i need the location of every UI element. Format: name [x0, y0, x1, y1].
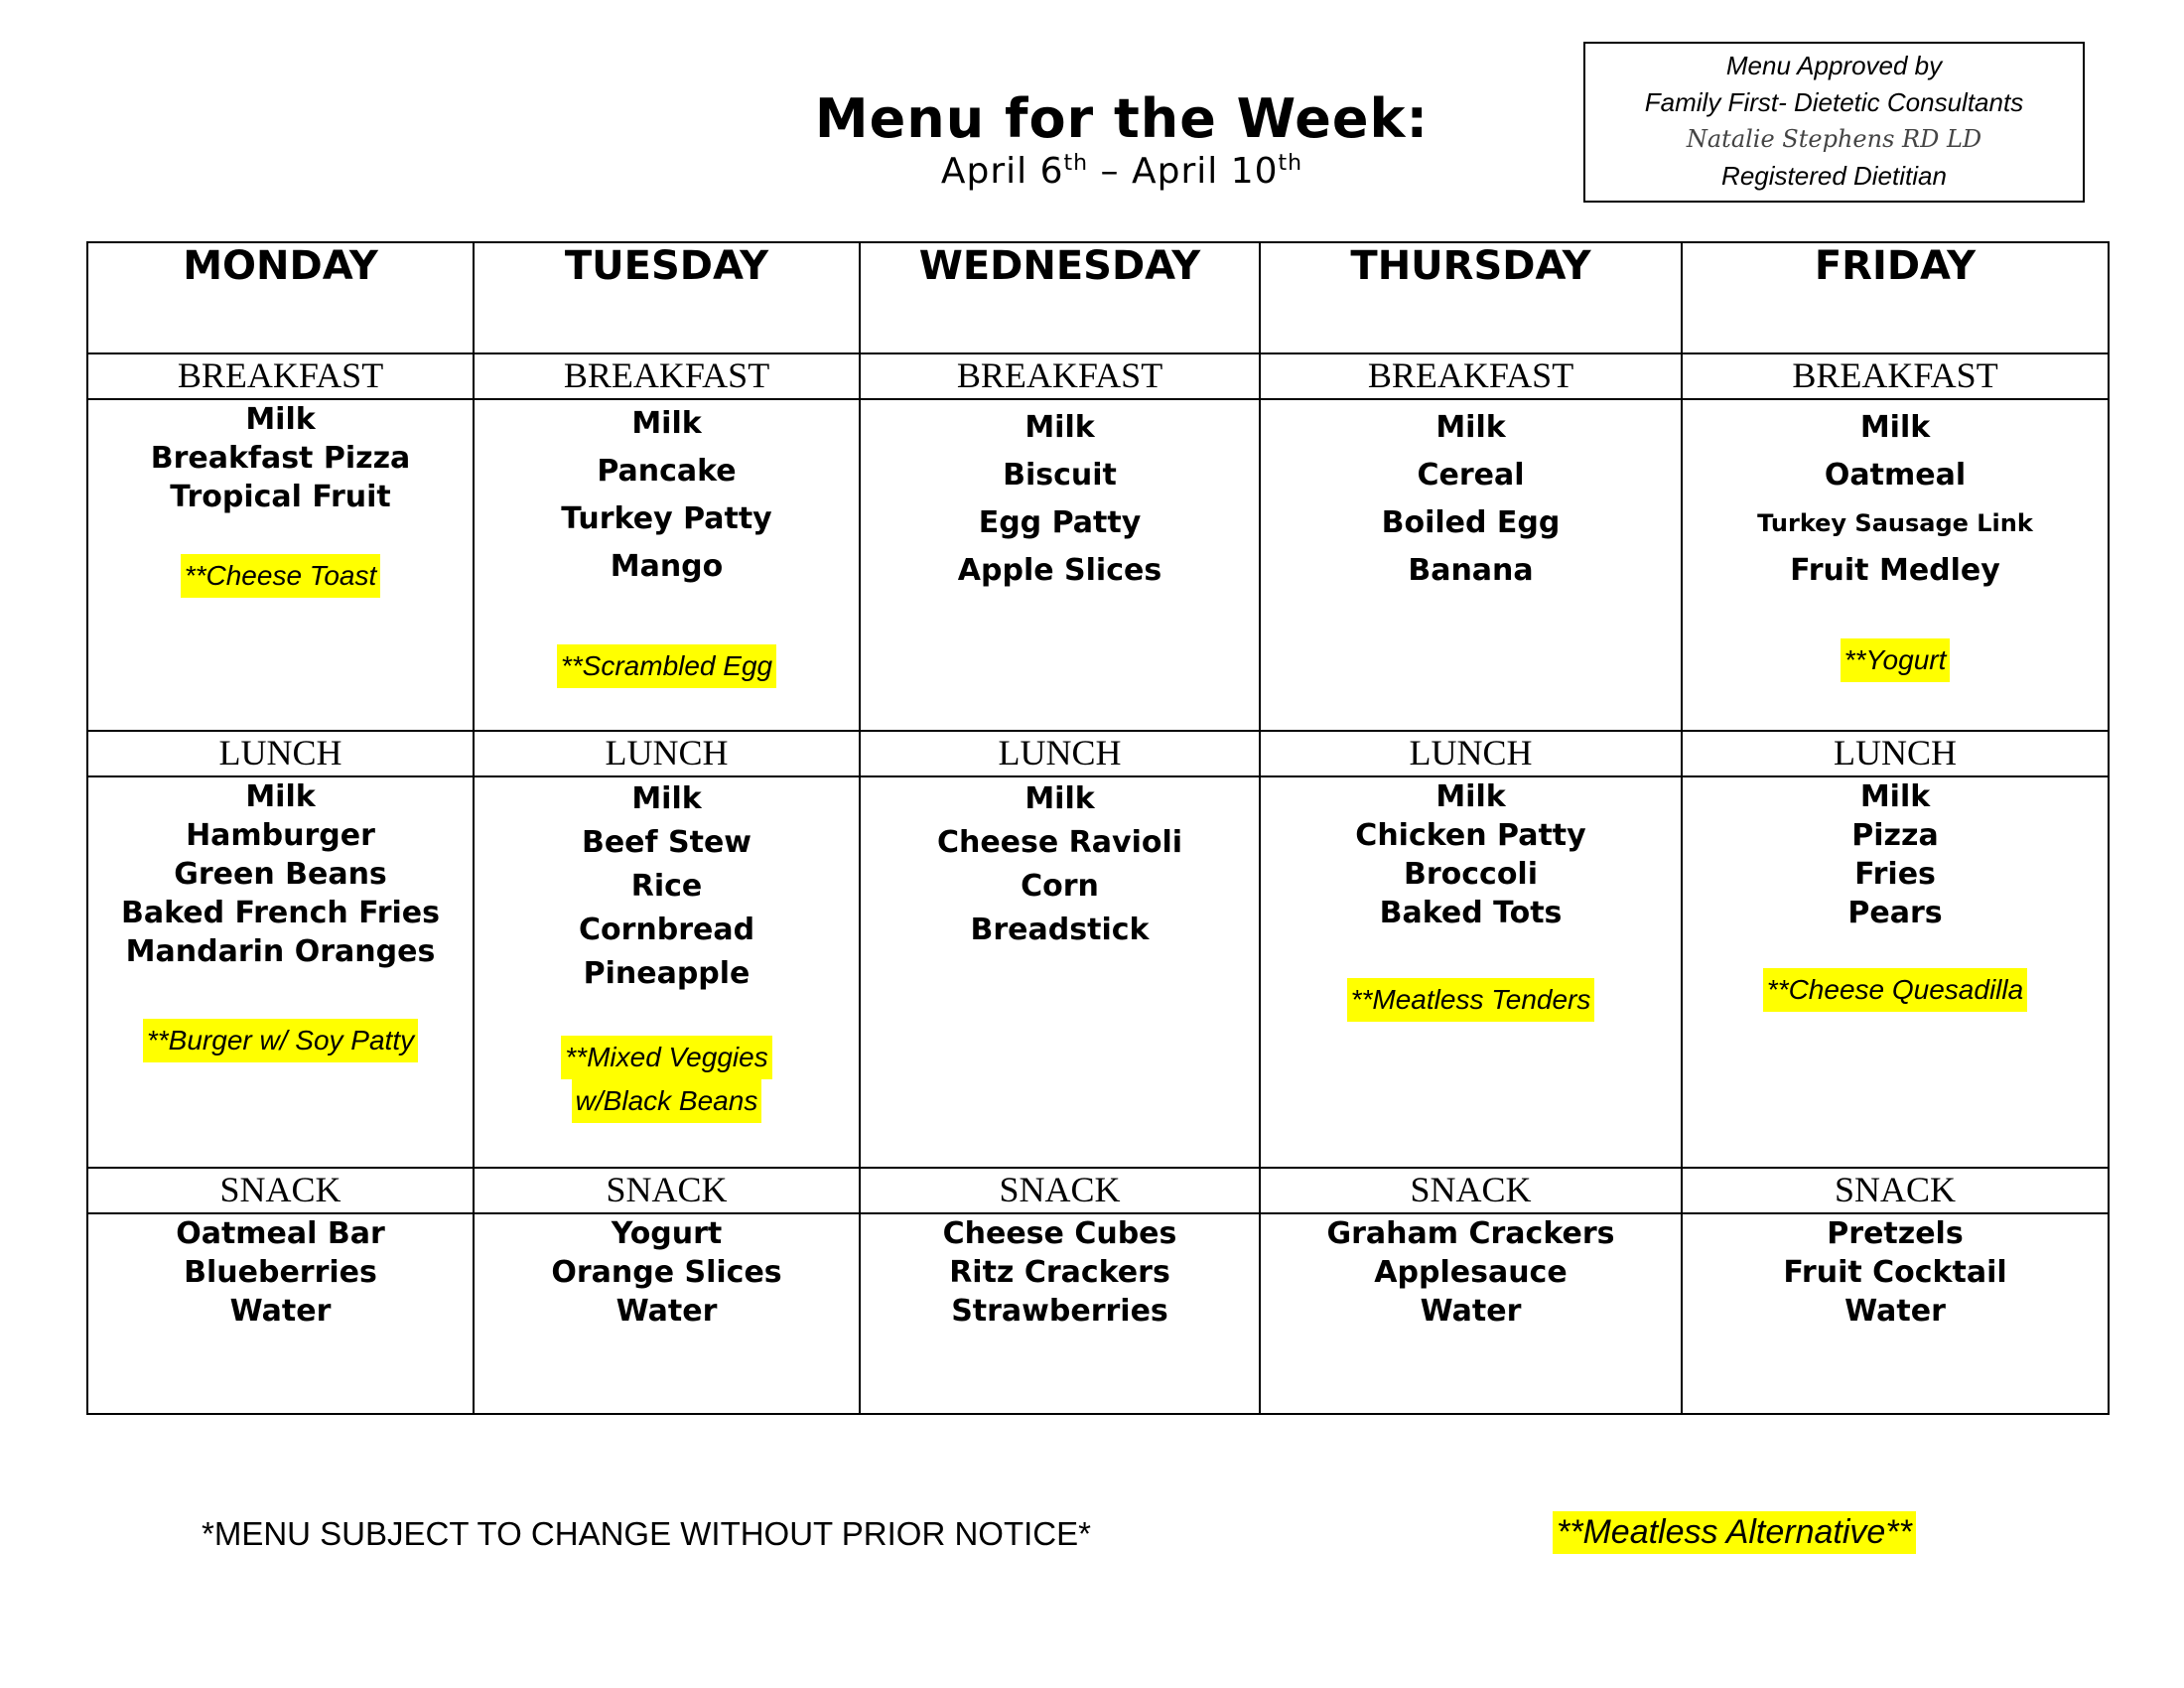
menu-item: Biscuit [1003, 458, 1117, 492]
meal-label: SNACK [860, 1168, 1260, 1213]
signature: Natalie Stephens RD LD [1686, 125, 1982, 153]
menu-item: Beef Stew [581, 825, 752, 860]
snack-cell [860, 1213, 1260, 1414]
meatless-alternative: **Cheese Toast [181, 554, 381, 598]
menu-item: Fries [1854, 857, 1936, 892]
end-date: April 10 [1131, 151, 1279, 192]
approval-title: Registered Dietitian [1721, 161, 1947, 191]
end-date-suffix: th [1278, 151, 1303, 176]
meatless-alternative-cont: w/Black Beans [572, 1079, 762, 1123]
menu-item: Tropical Fruit [170, 480, 391, 514]
weekly-menu-table [86, 241, 2110, 1415]
menu-item: Milk [1859, 410, 1931, 445]
breakfast-cell [1682, 399, 2109, 731]
menu-item: Turkey Patty [561, 501, 772, 536]
menu-item: Pineapple [583, 956, 751, 991]
snack-cell [1682, 1213, 2109, 1414]
menu-item: Milk [1024, 410, 1095, 445]
menu-item: Baked Tots [1379, 896, 1563, 930]
menu-item: Water [615, 1294, 718, 1329]
menu-item: Water [1420, 1294, 1522, 1329]
page-title: Menu for the Week: [814, 87, 1430, 150]
menu-item: Baked French Fries [120, 896, 441, 930]
meatless-alternative: **Cheese Quesadilla [1763, 968, 2027, 1012]
meal-label: LUNCH [87, 731, 474, 776]
menu-item: Broccoli [1403, 857, 1538, 892]
menu-item: Turkey Sausage Link [1757, 509, 2033, 537]
approval-org: Family First- Dietetic Consultants [1644, 87, 2024, 117]
meal-label: BREAKFAST [1682, 353, 2109, 399]
menu-item: Milk [1024, 781, 1095, 816]
menu-item: Mandarin Oranges [125, 934, 436, 969]
lunch-cell [474, 776, 860, 1168]
menu-item: Water [1844, 1294, 1946, 1329]
lunch-cell [87, 776, 474, 1168]
meatless-alternative: **Scrambled Egg [557, 644, 776, 688]
menu-item: Water [229, 1294, 332, 1329]
snack-cell [87, 1213, 474, 1414]
lunch-cell [860, 776, 1260, 1168]
menu-item: Cheese Cubes [942, 1216, 1177, 1251]
menu-item: Pizza [1851, 818, 1939, 853]
lunch-row [87, 776, 2109, 1168]
menu-item: Strawberries [951, 1294, 1168, 1329]
meal-label: LUNCH [474, 731, 860, 776]
menu-item: Cornbread [578, 913, 755, 947]
menu-item: Rice [630, 869, 703, 904]
meal-label: BREAKFAST [87, 353, 474, 399]
menu-item: Milk [1859, 779, 1931, 814]
menu-item: Breakfast Pizza [150, 441, 411, 476]
menu-item: Banana [1408, 553, 1534, 588]
menu-item: Egg Patty [978, 505, 1142, 540]
meatless-alternative: **Yogurt [1841, 638, 1951, 682]
lunch-cell [1682, 776, 2109, 1168]
change-notice: *MENU SUBJECT TO CHANGE WITHOUT PRIOR NOTICE* [202, 1515, 1091, 1552]
menu-item: Hamburger [186, 818, 375, 853]
menu-item: Milk [631, 406, 702, 441]
breakfast-label-row [87, 353, 2109, 399]
menu-item: Ritz Crackers [949, 1255, 1170, 1290]
day-header: FRIDAY [1682, 242, 2109, 353]
menu-item: Oatmeal [1824, 458, 1967, 492]
menu-item: Graham Crackers [1326, 1216, 1615, 1251]
menu-item: Milk [245, 779, 316, 814]
meatless-alternative: **Mixed Veggies [561, 1036, 771, 1079]
menu-item: Apple Slices [957, 553, 1162, 588]
meal-label: BREAKFAST [860, 353, 1260, 399]
meal-label: SNACK [474, 1168, 860, 1213]
day-header: WEDNESDAY [860, 242, 1260, 353]
menu-item: Mango [610, 549, 724, 584]
date-range [596, 151, 1648, 192]
menu-item: Chicken Patty [1355, 818, 1586, 853]
menu-item: Green Beans [174, 857, 387, 892]
day-header-row [87, 242, 2109, 353]
breakfast-row [87, 399, 2109, 731]
breakfast-cell [860, 399, 1260, 731]
start-date: April 6 [940, 151, 1064, 192]
menu-item: Breadstick [970, 913, 1150, 947]
meal-label: SNACK [87, 1168, 474, 1213]
menu-item: Pretzels [1827, 1216, 1964, 1251]
start-date-suffix: th [1063, 151, 1089, 176]
breakfast-cell [87, 399, 474, 731]
menu-item: Applesauce [1374, 1255, 1568, 1290]
menu-item: Fruit Medley [1790, 553, 2000, 588]
meal-label: LUNCH [1682, 731, 2109, 776]
approval-line: Menu Approved by [1725, 51, 1943, 80]
menu-item: Milk [631, 781, 702, 816]
meal-label: SNACK [1260, 1168, 1682, 1213]
breakfast-cell [1260, 399, 1682, 731]
snack-cell [474, 1213, 860, 1414]
menu-item: Milk [1435, 410, 1506, 445]
menu-item: Milk [245, 402, 316, 437]
menu-item: Orange Slices [551, 1255, 782, 1290]
menu-item: Boiled Egg [1381, 505, 1561, 540]
menu-item: Fruit Cocktail [1783, 1255, 2007, 1290]
meatless-alternative: **Meatless Tenders [1347, 978, 1595, 1022]
menu-item: Oatmeal Bar [176, 1216, 385, 1251]
menu-item: Milk [1435, 779, 1506, 814]
approval-box [1583, 42, 2085, 203]
meatless-alternative: **Burger w/ Soy Patty [143, 1019, 418, 1062]
menu-item: Cheese Ravioli [936, 825, 1183, 860]
snack-row [87, 1213, 2109, 1414]
menu-item: Yogurt [611, 1216, 723, 1251]
meal-label: LUNCH [1260, 731, 1682, 776]
date-separator: – [1088, 151, 1132, 192]
day-header: THURSDAY [1260, 242, 1682, 353]
day-header: TUESDAY [474, 242, 860, 353]
meal-label: LUNCH [860, 731, 1260, 776]
breakfast-cell [474, 399, 860, 731]
meatless-legend: **Meatless Alternative** [1553, 1511, 1916, 1554]
menu-item: Corn [1021, 869, 1099, 904]
menu-item: Cereal [1417, 458, 1525, 492]
lunch-label-row [87, 731, 2109, 776]
menu-item: Pears [1847, 896, 1943, 930]
snack-cell [1260, 1213, 1682, 1414]
menu-item: Blueberries [184, 1255, 377, 1290]
meal-label: BREAKFAST [1260, 353, 1682, 399]
lunch-cell [1260, 776, 1682, 1168]
snack-label-row [87, 1168, 2109, 1213]
meal-label: BREAKFAST [474, 353, 860, 399]
day-header: MONDAY [87, 242, 474, 353]
menu-item: Pancake [597, 454, 737, 489]
meal-label: SNACK [1682, 1168, 2109, 1213]
